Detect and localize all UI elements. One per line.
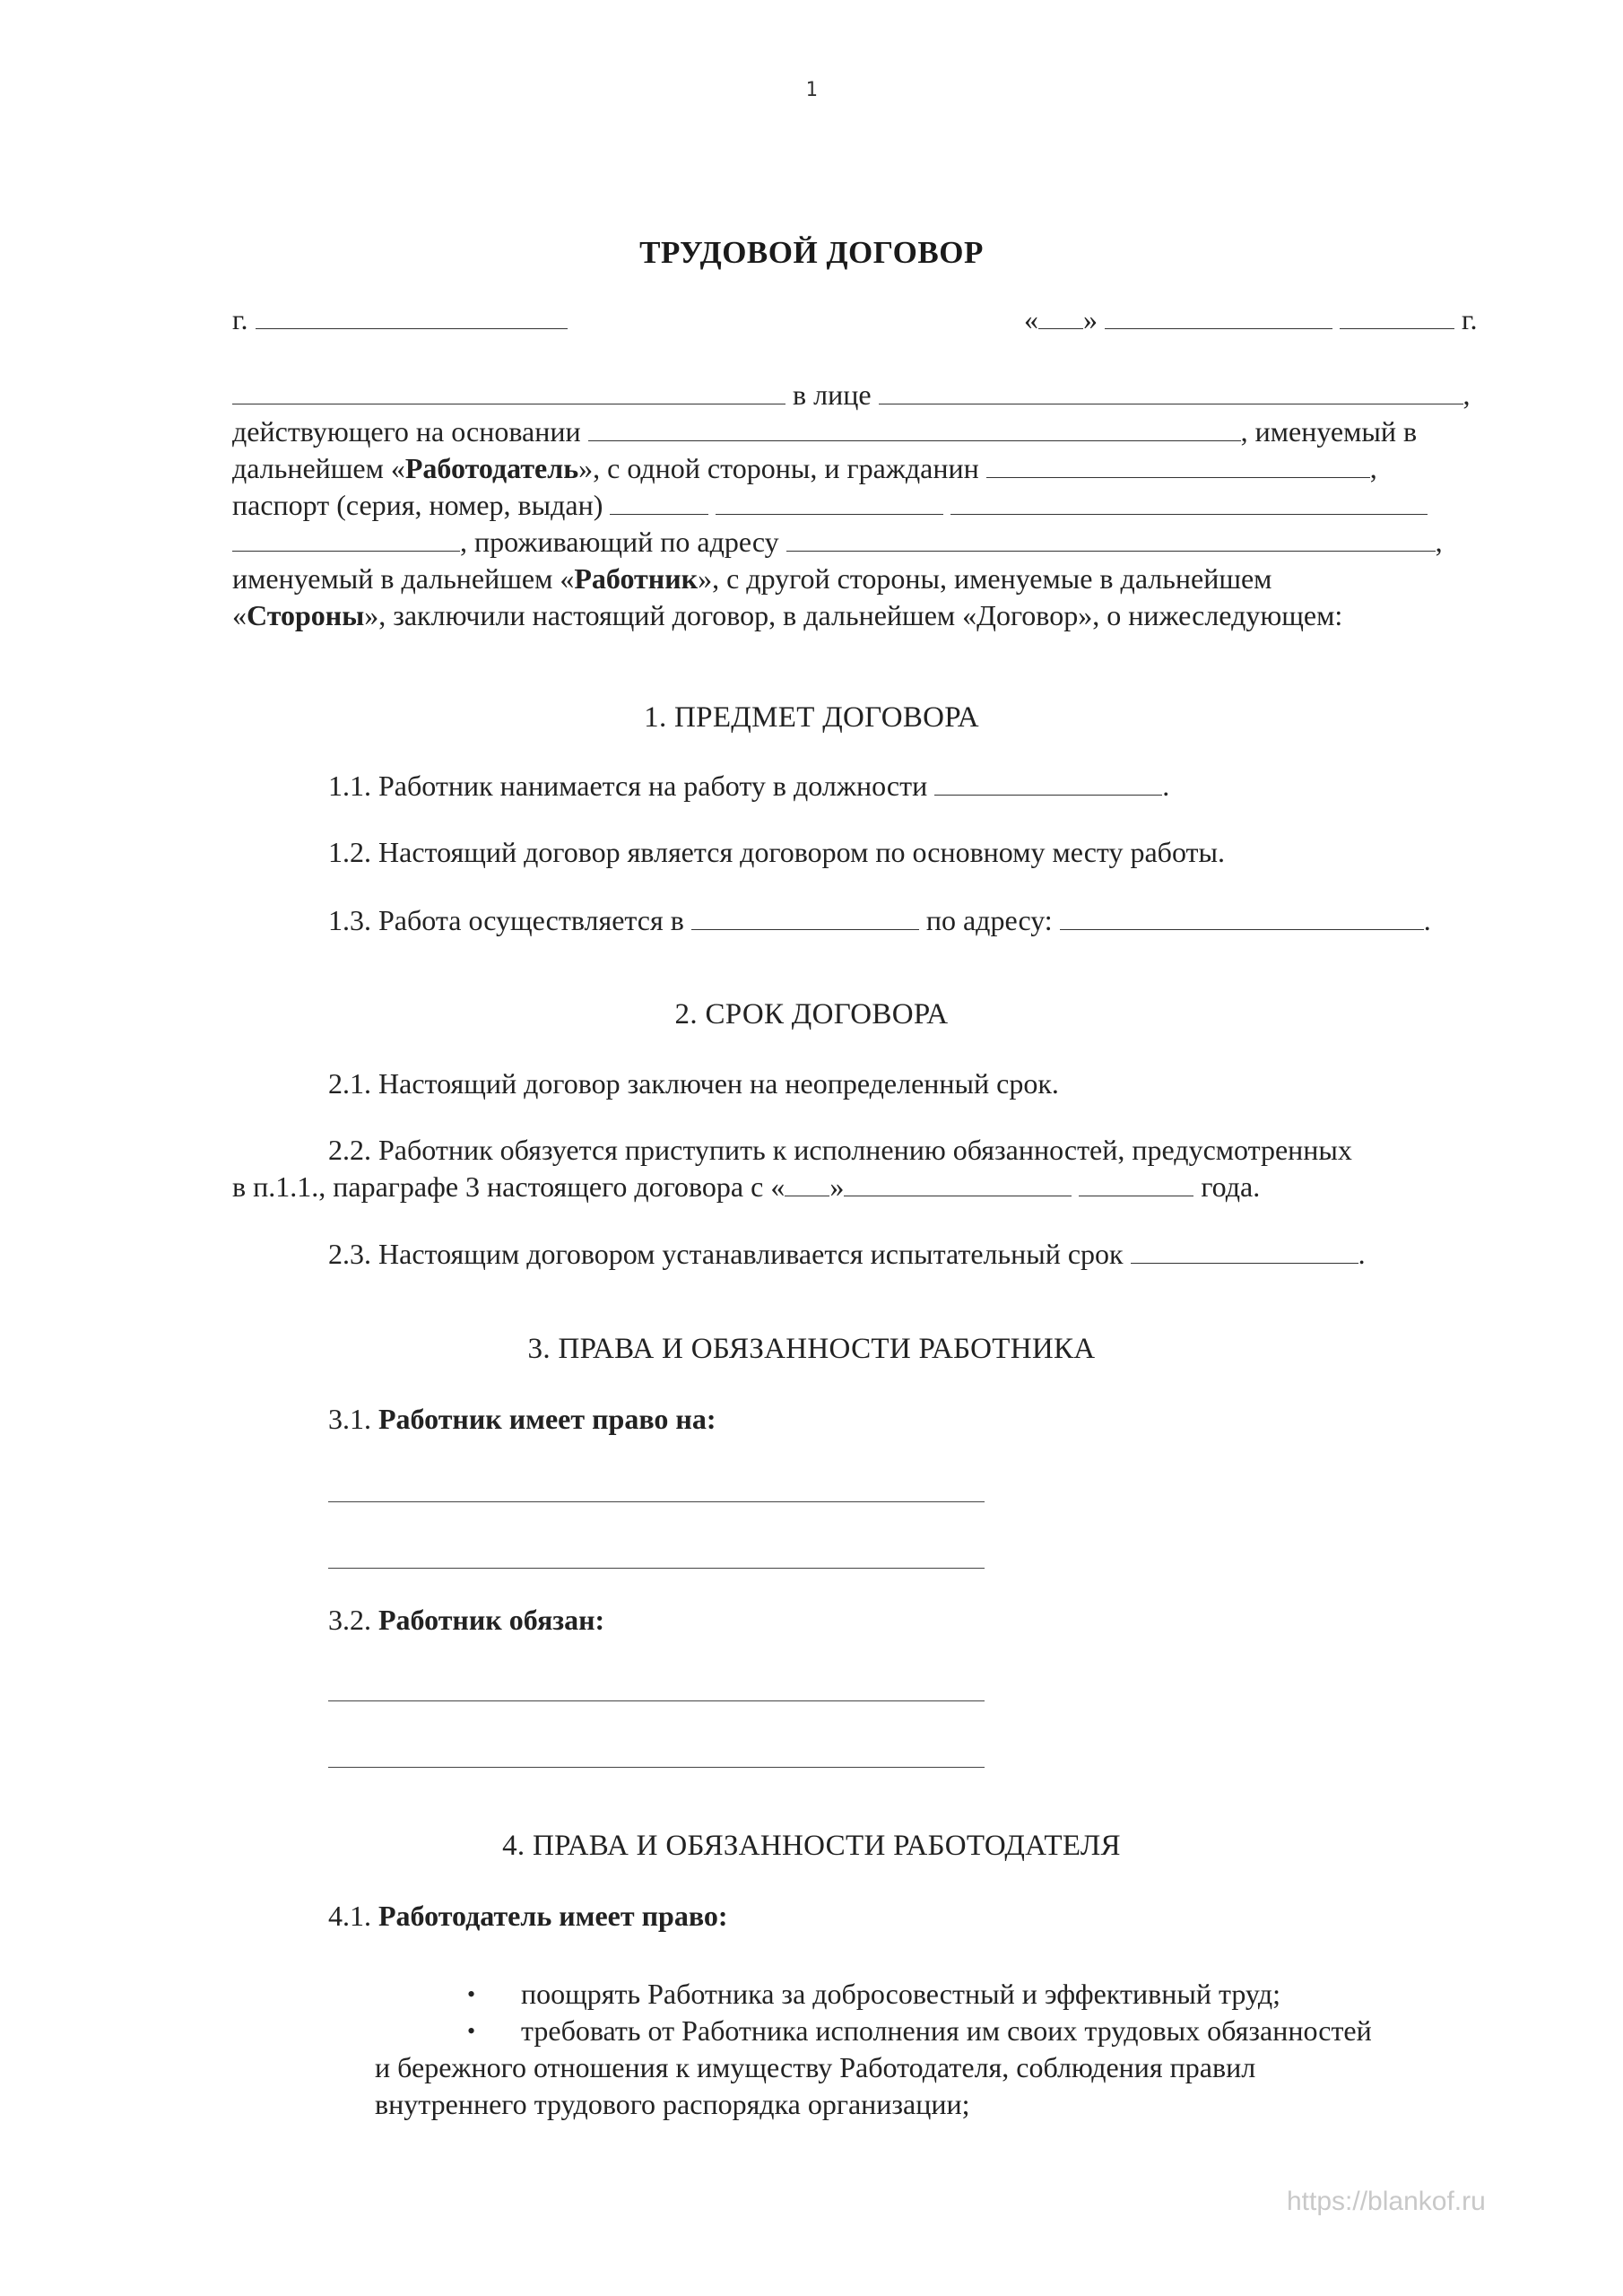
close-quote: » <box>829 1170 845 1203</box>
employee-duties-line-1 <box>328 1700 985 1701</box>
month-blank <box>1105 301 1332 329</box>
intro-line-5 <box>232 524 1443 561</box>
residing-text: , проживающий по адресу <box>460 526 779 558</box>
clause-2-3-text: 2.3. Настоящим договором устанавливается испытательный срок <box>328 1238 1124 1270</box>
start-year-blank <box>1079 1169 1193 1196</box>
clause-1-3 <box>328 902 1431 939</box>
employer-right-2-line-2: и бережного отношения к имуществу Работодателя, соблюдения правил <box>375 2051 1256 2083</box>
acting-basis-text: действующего на основании <box>232 415 581 448</box>
city-blank <box>256 301 568 329</box>
clause-4-1-number: 4.1. <box>328 1900 371 1932</box>
clause-3-2-title: Работник обязан: <box>378 1604 605 1636</box>
intro-line-4 <box>232 487 1428 524</box>
clause-3-1-number: 3.1. <box>328 1403 371 1435</box>
clause-1-1-text: 1.1. Работник нанимается на работу в должности <box>328 770 928 802</box>
section-1-heading: 1. ПРЕДМЕТ ДОГОВОРА <box>644 701 979 734</box>
employer-term: Работодатель <box>404 452 579 484</box>
comma: , <box>1435 526 1443 558</box>
employee-term: Работник <box>574 562 699 595</box>
section-3-heading: 3. ПРАВА И ОБЯЗАННОСТИ РАБОТНИКА <box>527 1333 1096 1365</box>
clause-3-2-number: 3.2. <box>328 1604 371 1636</box>
basis-blank <box>588 413 1241 441</box>
document-title: ТРУДОВОЙ ДОГОВОР <box>639 235 984 270</box>
representative-blank <box>879 377 1463 404</box>
clause-3-2 <box>328 1602 604 1639</box>
passport-date-blank <box>232 524 460 552</box>
clause-2-1: 2.1. Настоящий договор заключен на неопределенный срок. <box>328 1067 1059 1100</box>
section-2-heading: 2. СРОК ДОГОВОРА <box>674 998 949 1031</box>
year-suffix: г. <box>1462 303 1478 335</box>
named-further-text: , именуемый в <box>1240 415 1418 448</box>
citizen-blank <box>986 450 1370 478</box>
employer-right-2-line-1: требовать от Работника исполнения им своих трудовых обязанностей <box>521 2014 1372 2047</box>
year-blank <box>1340 301 1454 329</box>
clause-2-3 <box>328 1236 1366 1273</box>
clause-1-3-text: 1.3. Работа осуществляется в <box>328 904 684 936</box>
intro-line-2 <box>232 413 1417 450</box>
bullet-icon: • <box>467 1981 476 2007</box>
clause-1-1 <box>328 768 1169 804</box>
clause-2-2-text: в п.1.1., параграфе 3 настоящего договора с « <box>232 1170 785 1203</box>
page-number: 1 <box>805 79 818 101</box>
watermark-link[interactable]: https://blankof.ru <box>1287 2187 1486 2216</box>
clause-1-2: 1.2. Настоящий договор является договором по основному месту работы. <box>328 836 1225 868</box>
start-month-blank <box>844 1169 1072 1196</box>
passport-number-blank <box>716 487 943 515</box>
date-close-quote: » <box>1083 303 1098 335</box>
comma: , <box>1369 452 1377 484</box>
clause-3-1-title: Работник имеет право на: <box>378 1403 716 1435</box>
passport-series-blank <box>610 487 708 515</box>
date-line <box>1024 301 1478 338</box>
period: . <box>1423 904 1431 936</box>
intro-line-3 <box>232 450 1377 487</box>
employee-rights-line-1 <box>328 1501 985 1502</box>
employer-right-2-line-3: внутреннего трудового распорядка организации; <box>375 2088 970 2120</box>
employer-name-blank <box>232 377 785 404</box>
year-word: года. <box>1201 1170 1261 1203</box>
day-blank <box>1038 301 1083 329</box>
other-side-text: », с другой стороны, именуемые в дальнейшем <box>698 562 1272 595</box>
address-blank <box>786 524 1436 552</box>
named-in-further-text: именуемый в дальнейшем « <box>232 562 575 595</box>
further-in-text: дальнейшем « <box>232 452 405 484</box>
probation-blank <box>1131 1236 1358 1264</box>
employee-duties-line-2 <box>328 1767 985 1768</box>
parties-term: Стороны <box>247 599 365 631</box>
employer-right-1: поощрять Работника за добросовестный и эффективный труд; <box>521 1978 1281 2010</box>
employee-rights-line-2 <box>328 1568 985 1569</box>
clause-4-1-title: Работодатель имеет право: <box>378 1900 728 1932</box>
intro-line-6 <box>232 561 1271 597</box>
clause-3-1 <box>328 1401 716 1438</box>
section-4-heading: 4. ПРАВА И ОБЯЗАННОСТИ РАБОТОДАТЕЛЯ <box>502 1830 1121 1862</box>
city-line <box>232 301 568 338</box>
clause-4-1 <box>328 1898 728 1935</box>
in-person-of: в лице <box>793 378 872 411</box>
start-day-blank <box>785 1169 829 1196</box>
one-side-text: », с одной стороны, и гражданин <box>578 452 979 484</box>
workplace-blank <box>691 902 919 930</box>
work-address-blank <box>1060 902 1424 930</box>
passport-issued-blank <box>950 487 1428 515</box>
passport-text: паспорт (серия, номер, выдан) <box>232 489 603 521</box>
period: . <box>1358 1238 1366 1270</box>
period: . <box>1162 770 1170 802</box>
intro-line-1 <box>232 377 1471 413</box>
clause-2-2-line-2 <box>232 1169 1260 1205</box>
bullet-icon: • <box>467 2018 476 2044</box>
open-quote: « <box>232 599 247 631</box>
comma: , <box>1462 378 1471 411</box>
city-prefix: г. <box>232 303 248 335</box>
by-address-text: по адресу: <box>925 904 1053 936</box>
date-open-quote: « <box>1024 303 1038 335</box>
clause-2-2-line-1: 2.2. Работник обязуется приступить к исполнению обязанностей, предусмотренных <box>328 1134 1352 1166</box>
concluded-text: », заключили настоящий договор, в дальнейшем «Договор», о нижеследующем: <box>364 599 1343 631</box>
intro-line-7 <box>232 597 1342 634</box>
position-blank <box>934 768 1162 796</box>
